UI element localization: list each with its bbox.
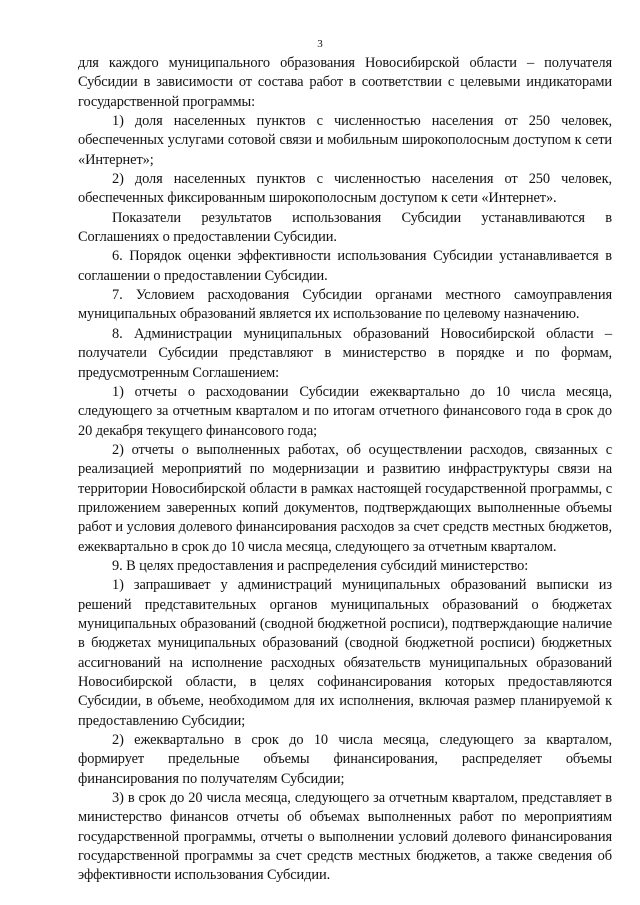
page-number: 3 (317, 38, 323, 50)
paragraph: 2) доля населенных пунктов с численностью населения от 250 человек, обеспеченных фиксированным широкополосным доступом к сети «Интернет». (78, 171, 612, 207)
paragraph: 2) отчеты о выполненных работах, об осуществлении расходов, связанных с реализацией мероприятий по модернизации и развитию инфраструктуры связи на территории Новосибирской области в рамках настоящей государственной программы, с приложением заверенных копий документов, подтверждающих выполненные объемы работ и условия долевого финансирования расходов за счет средств местных бюджетов, ежеквартально в срок до 10 числа месяца, следующего за отчетным кварталом. (78, 441, 612, 555)
paragraph: для каждого муниципального образования Новосибирской области – получателя Субсидии в зависимости от состава работ в соответствии с целевыми индикаторами государственной программы: (78, 55, 612, 110)
paragraph: 6. Порядок оценки эффективности использования Субсидии устанавливается в соглашении о предоставлении Субсидии. (78, 248, 612, 284)
paragraph: 9. В целях предоставления и распределения субсидий министерство: (112, 557, 529, 574)
paragraph: 2) ежеквартально в срок до 10 числа месяца, следующего за кварталом, формирует предельные объемы финансирования, распределяет объемы финансирования по получателям Субсидии; (78, 732, 612, 787)
paragraph: 1) отчеты о расходовании Субсидии ежеквартально до 10 числа месяца, следующего за отчетным кварталом и по итогам отчетного финансового года в срок до 20 декабря текущего финансового года; (78, 383, 612, 439)
paragraph: 3) в срок до 20 числа месяца, следующего за отчетным кварталом, представляет в министерство финансов отчеты об объемах выполненных работ по мероприятиям государственной программы, отчеты о выполнении условий долевого финансирования государственной программы за счет средств местных бюджетов, а также сведения об эффективности использования Субсидии. (78, 790, 612, 884)
document-body (78, 54, 612, 886)
paragraph: 1) запрашивает у администраций муниципальных образований выписки из решений представительных органов муниципальных образований о бюджетах муниципальных образований (сводной бюджетной росписи), подтверждающие наличие в бюджетах муниципальных образований (сводной бюджетной росписи) бюджетных ассигнований на исполнение расходных обязательств муниципальных образований Новосибирской области, в целях софинансирования которых предоставляются Субсидии, в объеме, необходимом для их исполнения, включая размер планируемой к предоставлению Субсидии; (78, 577, 612, 729)
paragraph: 8. Администрации муниципальных образований Новосибирской области – получатели Субсидии представляют в министерство в порядке и по формам, предусмотренным Соглашением: (78, 325, 612, 381)
paragraph: 1) доля населенных пунктов с численностью населения от 250 человек, обеспеченных услугами сотовой связи и мобильным широкополосным доступом к сети «Интернет»; (78, 113, 612, 168)
paragraph: Показатели результатов использования Субсидии устанавливаются в Соглашениях о предоставлении Субсидии. (78, 209, 612, 246)
paragraph: 7. Условием расходования Субсидии органами местного самоуправления муниципальных образований является их использование по целевому назначению. (78, 287, 612, 323)
